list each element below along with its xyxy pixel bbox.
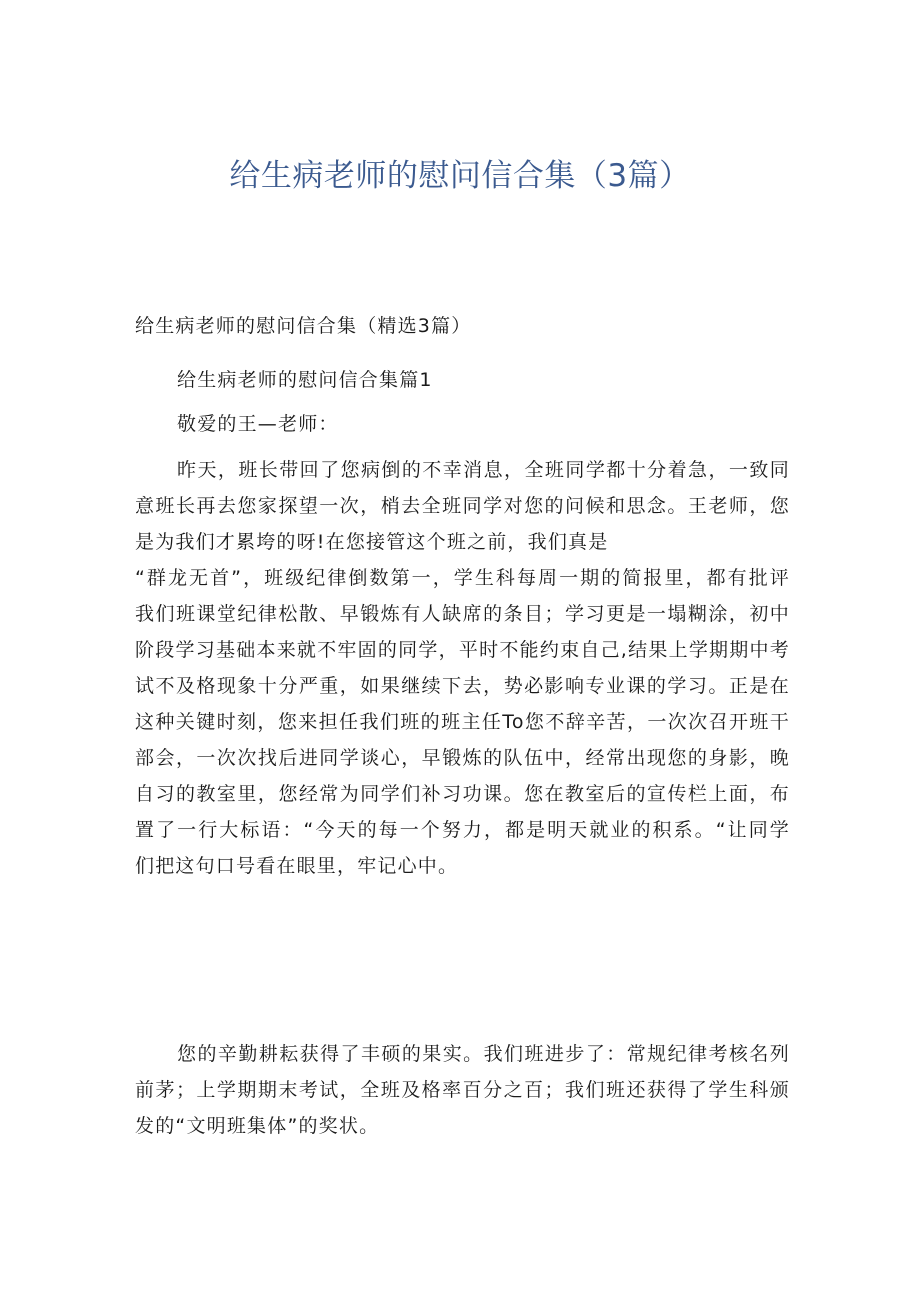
paragraph-line: 我们班课堂纪律松散、早锻炼有人缺席的条目；学习更是一塌糊涂，初中 xyxy=(135,603,790,625)
paragraph-line: 发的“文明班集体”的奖状。 xyxy=(135,1115,380,1137)
paragraph-line: 昨天，班长带回了您病倒的不幸消息，全班同学都十分着急，一致同 xyxy=(177,459,790,481)
document-subtitle xyxy=(135,308,790,344)
letter-salutation xyxy=(135,406,790,442)
document-title: 给生病老师的慰问信合集（3篇） xyxy=(229,158,691,194)
paragraph-line: 置了一行大标语：“今天的每一个努力，都是明天就业的积系。“让同学 xyxy=(135,819,790,841)
subtitle-text: 给生病老师的慰问信合集（精选3篇） xyxy=(135,315,472,337)
paragraph-line: 前茅；上学期期末考试，全班及格率百分之百；我们班还获得了学生科颁 xyxy=(135,1079,790,1101)
paragraph-line: 这种关键时刻，您来担任我们班的班主任To您不辞辛苦，一次次召开班干 xyxy=(135,711,790,733)
paragraph-line: 试不及格现象十分严重，如果继续下去，势必影响专业课的学习。正是在 xyxy=(135,675,790,697)
paragraph-line: 部会，一次次找后进同学谈心，早锻炼的队伍中，经常出现您的身影，晚 xyxy=(135,747,790,769)
letter-paragraph-1 xyxy=(135,452,790,884)
paragraph-line: 您的辛勤耕耘获得了丰硕的果实。我们班进步了：常规纪律考核名列 xyxy=(177,1043,790,1065)
paragraph-line: 阶段学习基础本来就不牢固的同学，平时不能约束自己,结果上学期期中考 xyxy=(135,639,790,661)
paragraph-line: 意班长再去您家探望一次，梢去全班同学对您的问候和思念。王老师，您 xyxy=(135,495,790,517)
salutation-text: 敬爱的王—老师： xyxy=(177,413,339,435)
section-heading-text: 给生病老师的慰问信合集篇1 xyxy=(177,369,433,391)
paragraph-line: 是为我们才累垮的呀!在您接管这个班之前，我们真是 xyxy=(135,531,609,553)
section-heading xyxy=(135,362,790,398)
paragraph-line: 们把这句口号看在眼里，牢记心中。 xyxy=(135,855,459,877)
letter-paragraph-2 xyxy=(135,1036,790,1144)
paragraph-line: “群龙无首”，班级纪律倒数第一，学生科每周一期的简报里，都有批评 xyxy=(135,567,790,589)
paragraph-line: 自习的教室里，您经常为同学们补习功课。您在教室后的宣传栏上面，布 xyxy=(135,783,790,805)
